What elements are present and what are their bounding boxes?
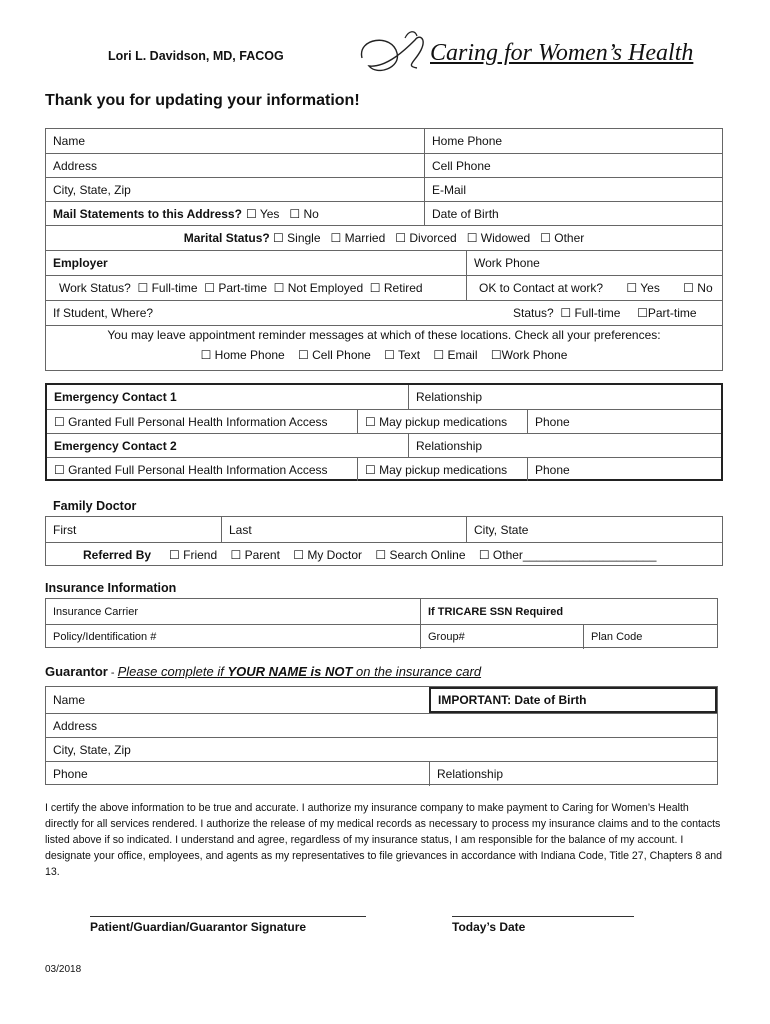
mail-statements-label: Mail Statements to this Address?	[53, 206, 242, 221]
doctor-name: Lori L. Davidson, MD, FACOG	[108, 49, 284, 63]
table-row	[46, 517, 722, 542]
table-row	[47, 409, 721, 433]
relationship-2[interactable]: Relationship	[408, 434, 721, 457]
referred-by-field	[76, 543, 722, 567]
emergency-contact-1[interactable]: Emergency Contact 1	[54, 390, 177, 404]
table-row	[47, 457, 721, 481]
form-version: 03/2018	[45, 964, 82, 975]
ok-contact-work-options[interactable]: OK to Contact at work? ☐ Yes ☐ No	[466, 276, 722, 300]
guarantor-note	[118, 664, 481, 679]
table-row	[47, 385, 721, 409]
name-field[interactable]: Name	[53, 134, 86, 148]
table-row	[46, 599, 717, 624]
marital-status-options[interactable]: ☐ Single ☐ Married ☐ Divorced ☐ Widowed ☐ Other	[269, 231, 585, 245]
table-row	[46, 325, 722, 372]
insurance-heading: Insurance Information	[45, 581, 177, 595]
doctor-first-field[interactable]: First	[53, 522, 77, 537]
student-status-options[interactable]: Status? ☐ Full-time ☐Part-time	[513, 306, 697, 320]
guarantor-note-part: Please complete if	[117, 664, 228, 679]
insurance-carrier-field[interactable]: Insurance Carrier	[53, 605, 138, 618]
guarantor-heading: Guarantor	[45, 664, 108, 679]
table-row	[46, 177, 722, 201]
insurance-table	[45, 598, 718, 648]
city-state-zip-field[interactable]: City, State, Zip	[53, 182, 131, 197]
guarantor-city-field[interactable]: City, State, Zip	[53, 742, 131, 757]
full-access-checkbox-2[interactable]: ☐ Granted Full Personal Health Information Access	[54, 462, 328, 477]
table-row	[46, 687, 717, 713]
signature-line[interactable]	[90, 916, 366, 917]
date-line[interactable]	[452, 916, 634, 917]
home-phone-field[interactable]: Home Phone	[424, 129, 722, 153]
policy-id-field[interactable]: Policy/Identification #	[53, 631, 157, 643]
reminder-options[interactable]: ☐ Home Phone ☐ Cell Phone ☐ Text ☐ Email ☐Work Phone	[200, 348, 568, 362]
guarantor-address-field[interactable]: Address	[53, 718, 98, 733]
mail-statements-field	[46, 202, 424, 225]
table-row	[46, 225, 722, 250]
guarantor-heading-line	[45, 664, 481, 679]
work-status-options[interactable]: Work Status? ☐ Full-time ☐ Part-time ☐ Not Employed ☐ Retired	[59, 281, 423, 295]
table-row	[46, 250, 722, 275]
doctor-last-field[interactable]: Last	[221, 517, 466, 542]
table-row	[46, 201, 722, 225]
emergency-contact-2[interactable]: Emergency Contact 2	[54, 438, 177, 453]
phone-2[interactable]: Phone	[527, 458, 721, 481]
guarantor-relationship-field[interactable]: Relationship	[429, 762, 717, 786]
logo-text: Caring for Women’s Health	[430, 40, 694, 66]
mail-statements-options[interactable]: ☐ Yes ☐ No	[245, 206, 319, 221]
guarantor-name-field[interactable]: Name	[53, 693, 86, 707]
table-row	[47, 433, 721, 457]
marital-status-field	[46, 226, 722, 250]
patient-info-table	[45, 128, 723, 371]
table-row	[46, 737, 717, 761]
guarantor-note-emphasis: YOUR NAME is NOT	[227, 664, 353, 679]
cell-phone-field[interactable]: Cell Phone	[424, 154, 722, 177]
work-phone-field[interactable]: Work Phone	[466, 251, 722, 275]
student-where-field[interactable]: If Student, Where?	[53, 306, 154, 320]
phone-1[interactable]: Phone	[527, 410, 721, 433]
table-row	[46, 761, 717, 786]
table-row	[46, 153, 722, 177]
emergency-contacts-table	[45, 383, 723, 481]
family-doctor-table	[45, 516, 723, 566]
doctor-city-field[interactable]: City, State	[466, 517, 722, 542]
guarantor-dash: -	[107, 667, 118, 679]
group-number-field[interactable]: Group#	[420, 625, 583, 649]
page-title: Thank you for updating your information!	[45, 92, 360, 109]
date-label: Today’s Date	[452, 920, 526, 934]
pickup-medications-checkbox-1[interactable]: ☐ May pickup medications	[357, 410, 527, 433]
referred-by-options[interactable]: ☐ Friend ☐ Parent ☐ My Doctor ☐ Search Online ☐ Other____________________	[169, 548, 657, 562]
marital-status-label: Marital Status?	[183, 231, 270, 245]
dob-field[interactable]: Date of Birth	[424, 202, 722, 225]
family-doctor-heading: Family Doctor	[53, 499, 137, 513]
table-row	[46, 129, 722, 153]
signature-label: Patient/Guardian/Guarantor Signature	[90, 920, 307, 934]
pickup-medications-checkbox-2[interactable]: ☐ May pickup medications	[357, 458, 527, 481]
referred-by-label: Referred By	[83, 548, 152, 562]
guarantor-table	[45, 686, 718, 785]
address-field[interactable]: Address	[53, 158, 98, 173]
table-row	[46, 713, 717, 737]
relationship-1[interactable]: Relationship	[408, 385, 721, 409]
certification-text: I certify the above information to be true and accurate. I authorize my insurance company to make payment to Caring for Women’s Health directly for all services rendered. I authorize the release of my medical records as necessary to process my insurance claims and to the contacts listed above if so indicated. I understand and agree, regardless of my insurance status, I am responsible for the balance of my account. I designate your office, employees, and agents as my representatives to file grievances in accordance with Indiana Code, Title 27, Chapters 8 and 13.	[45, 802, 723, 878]
guarantor-dob-field[interactable]: IMPORTANT: Date of Birth	[429, 687, 717, 713]
table-row	[46, 275, 722, 300]
guarantor-note-part: on the insurance card	[352, 664, 482, 679]
plan-code-field[interactable]: Plan Code	[583, 625, 717, 649]
email-field[interactable]: E-Mail	[424, 178, 722, 201]
guarantor-phone-field[interactable]: Phone	[53, 767, 88, 781]
employer-field[interactable]: Employer	[53, 256, 108, 270]
reminder-instructions: You may leave appointment reminder messages at which of these locations. Check all your preferences:	[107, 328, 661, 342]
table-row	[46, 624, 717, 649]
table-row	[46, 300, 722, 325]
table-row	[46, 542, 722, 567]
full-access-checkbox-1[interactable]: ☐ Granted Full Personal Health Information Access	[54, 414, 328, 429]
tricare-ssn-field[interactable]: If TRICARE SSN Required	[420, 599, 717, 624]
